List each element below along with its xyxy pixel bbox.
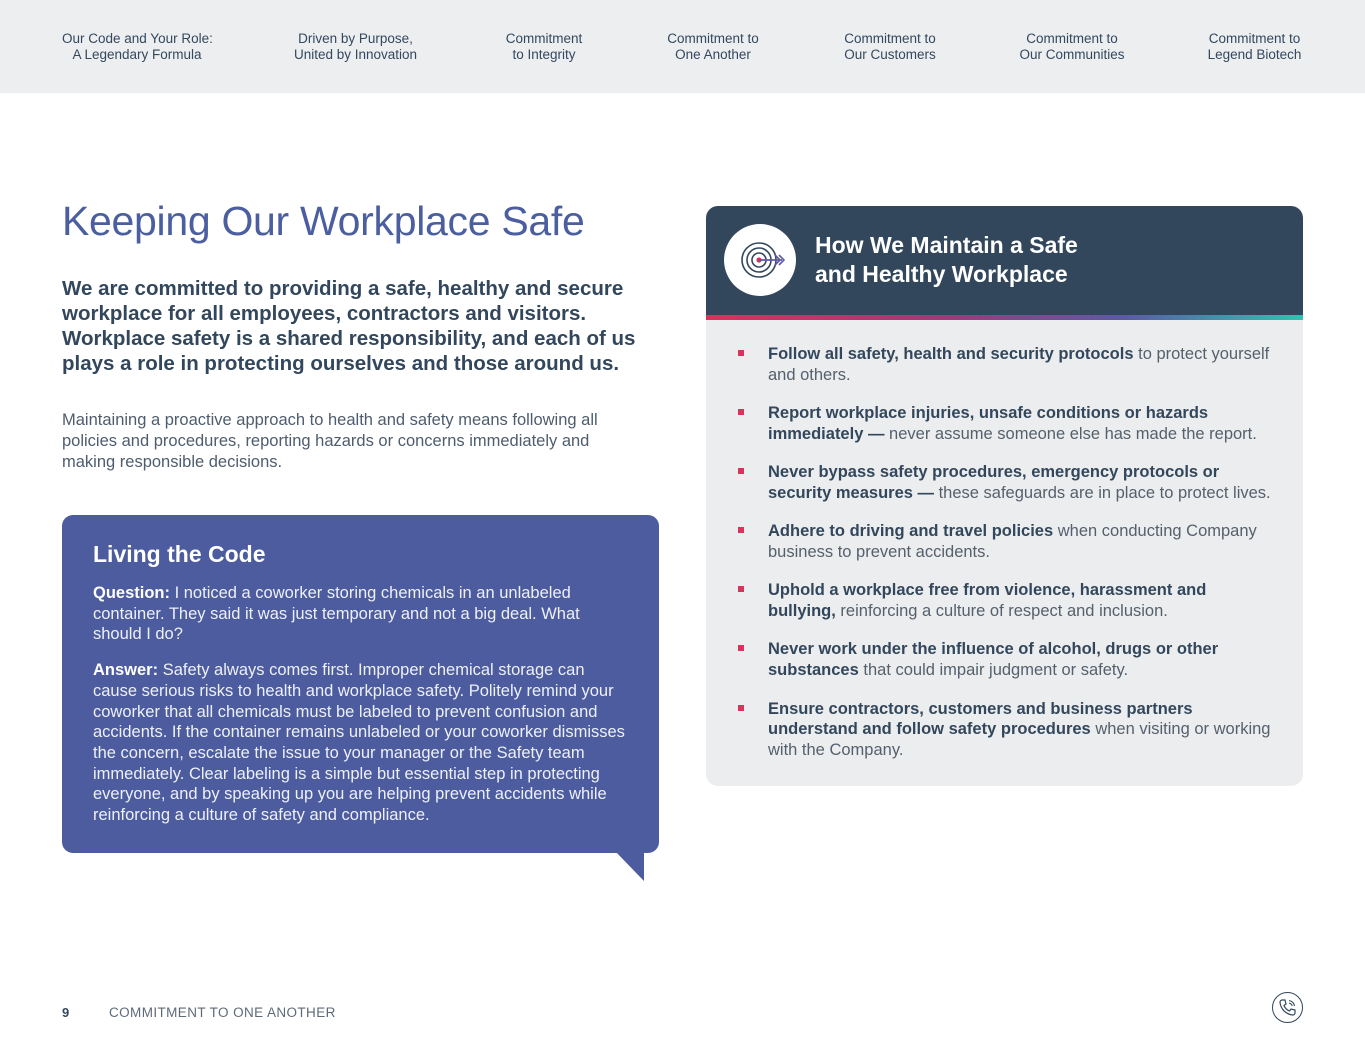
panel-title-line1: How We Maintain a Safe (815, 232, 1078, 258)
phone-icon (1278, 998, 1297, 1017)
safe-workplace-panel (706, 206, 1303, 786)
nav-commitment-legend-biotech[interactable] (1199, 31, 1310, 63)
section-label: COMMITMENT TO ONE ANOTHER (109, 1005, 336, 1020)
bullet-marker (738, 586, 744, 592)
nav-label-line2: United by Innovation (293, 47, 418, 62)
body-paragraph: Maintaining a proactive approach to health and safety means following all policies and procedures, reporting hazards or concerns immediately and making responsible decisions. (62, 411, 598, 471)
bullet-marker (738, 705, 744, 711)
target-badge (724, 224, 796, 296)
bullet-marker (738, 350, 744, 356)
item-text: that could impair judgment or safety. (858, 661, 1129, 680)
panel-title-line2: and Healthy Workplace (815, 261, 1068, 287)
page-title: Keeping Our Workplace Safe (62, 198, 585, 244)
list-item (738, 344, 1278, 386)
callout-question (93, 583, 628, 645)
item-text: when visiting or working with the Company. (768, 720, 1271, 760)
nav-our-code[interactable] (62, 31, 212, 63)
panel-title (815, 231, 1078, 289)
item-bold: Never bypass safety procedures, emergency protocols or security measures — (768, 463, 1220, 502)
item-bold: Adhere to driving and travel policies (768, 522, 1054, 541)
nav-label-line1: Our Code and Your Role: (62, 31, 213, 46)
nav-label-line1: Commitment to (667, 31, 759, 46)
nav-commitment-integrity[interactable] (494, 31, 594, 63)
bullet-marker (738, 527, 744, 533)
list-item (738, 462, 1278, 504)
contact-phone-button[interactable] (1272, 992, 1303, 1023)
top-navigation (0, 0, 1365, 93)
page-number: 9 (62, 1005, 70, 1020)
item-bold: Never work under the influence of alcohol, drugs or other substances (768, 640, 1219, 680)
item-text: to protect yourself and others. (768, 345, 1270, 384)
answer-text: Safety always comes first. Improper chemical storage can cause serious risks to health and workplace safety. Politely remind your coworker that all chemicals must be labeled to prevent confusion and accidents. If the container remains unlabeled or your coworker dismisses the concern, escalate the issue to your manager or the Safety team immediately. Clear labeling is a simple but essential step in protecting everyone, and by speaking up you are helping prevent accidents while reinforcing a culture of safety and compliance. (93, 661, 625, 825)
nav-label-line1: Commitment to (1026, 31, 1118, 46)
item-text: when conducting Company business to prevent accidents. (768, 522, 1257, 562)
nav-label-line1: Commitment to (1208, 31, 1301, 46)
list-item (738, 521, 1278, 563)
item-bold: Uphold a workplace free from violence, harassment and bullying, (768, 581, 1207, 621)
item-text: never assume someone else has made the report. (884, 424, 1257, 443)
nav-label-line1: Commitment (505, 31, 583, 46)
item-bold: Follow all safety, health and security protocols (768, 345, 1134, 363)
bullet-marker (738, 468, 744, 474)
nav-label-line2: Legend Biotech (1207, 47, 1302, 62)
nav-commitment-customers[interactable] (835, 31, 945, 63)
item-text: these safeguards are in place to protect lives. (934, 483, 1271, 502)
panel-header (706, 206, 1303, 315)
callout-answer (93, 660, 628, 826)
nav-label-line2: Our Communities (1019, 47, 1125, 62)
callout-heading: Living the Code (93, 541, 266, 567)
nav-driven-by-purpose[interactable] (288, 31, 423, 63)
living-the-code-callout (62, 515, 659, 853)
nav-label-line2: to Integrity (512, 47, 576, 62)
question-text: I noticed a coworker storing chemicals in an unlabeled container. They said it was just temporary and not a big deal. What should I do? (93, 584, 580, 644)
item-bold: Ensure contractors, customers and business partners understand and follow safety procedures (768, 699, 1193, 739)
nav-label-line2: Our Customers (844, 47, 936, 62)
list-item (738, 639, 1278, 681)
bullet-marker (738, 645, 744, 651)
nav-label-line2: A Legendary Formula (72, 47, 202, 62)
answer-label: Answer: (93, 661, 159, 680)
item-text: reinforcing a culture of respect and inclusion. (835, 602, 1168, 621)
nav-commitment-one-another[interactable] (658, 31, 768, 63)
nav-label-line1: Driven by Purpose, (298, 31, 413, 46)
list-item (738, 699, 1278, 761)
gradient-divider (706, 315, 1303, 320)
list-item (738, 403, 1278, 445)
target-icon (735, 235, 785, 285)
list-item (738, 580, 1278, 622)
nav-label-line1: Commitment to (844, 31, 936, 46)
question-label: Question: (93, 584, 170, 602)
nav-label-line2: One Another (675, 47, 751, 62)
nav-commitment-communities[interactable] (1012, 31, 1132, 63)
item-bold: Report workplace injuries, unsafe conditions or hazards immediately — (768, 404, 1209, 443)
bullet-marker (738, 409, 744, 415)
lead-paragraph: We are committed to providing a safe, healthy and secure workplace for all employees, contractors and visitors. Workplace safety is a shared responsibility, and each of us plays a role in protecting ourselves and those around us. (62, 277, 636, 375)
callout-tail (614, 850, 644, 881)
safety-list (738, 344, 1278, 778)
